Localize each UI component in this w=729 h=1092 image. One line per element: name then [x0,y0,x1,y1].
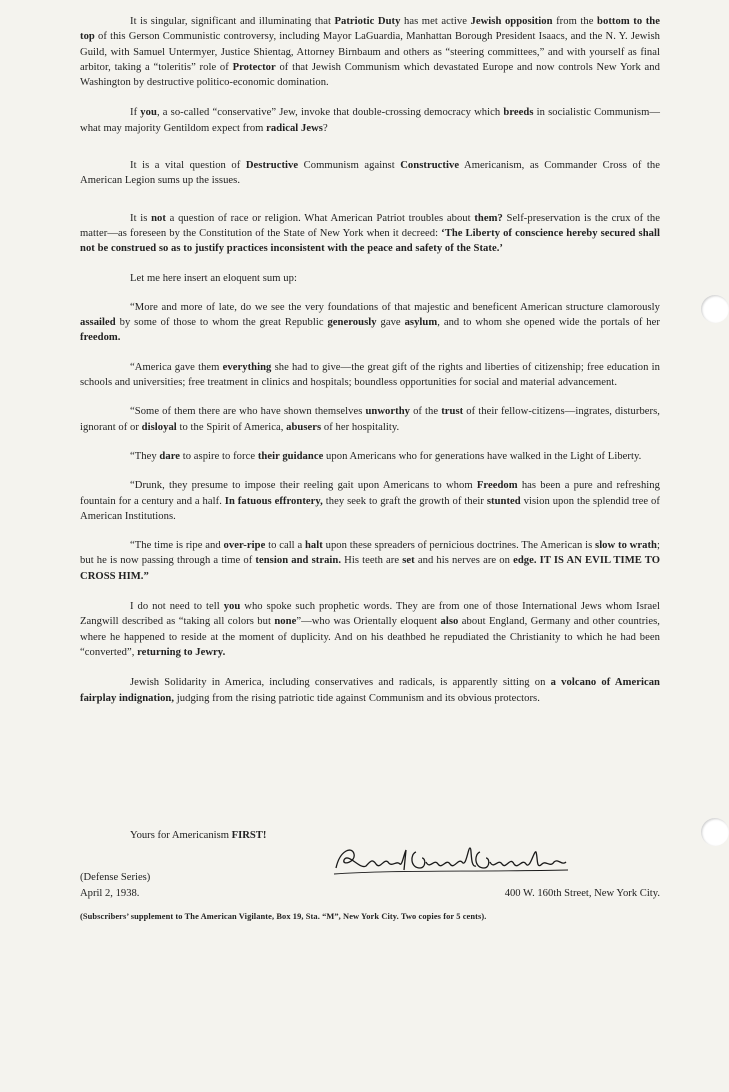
paragraph [80,675,660,706]
emphasis-run: unworthy [365,406,411,418]
text-run: Americanism, as Commander Cross of the American Legion sums up the issues. [80,160,661,187]
text-run: ? [322,122,328,134]
emphasis-run: edge. [513,555,537,567]
paragraph [80,538,660,584]
text-run: has been a pure and refreshing fountain for a century and a half. [80,480,660,507]
paragraph [80,271,660,286]
paragraph [80,478,660,524]
text-run: Let me here insert an eloquent sum up: [130,272,297,284]
text-run: from the [552,16,598,27]
text-run: gave [376,317,405,329]
text-run: “Drunk, they presume to impose their reeling gait upon Americans to whom [130,480,477,492]
text-run: to aspire to force [180,450,258,462]
emphasis-run: stunted [486,495,521,507]
emphasis-run: set [402,555,415,567]
emphasis-run: Constructive [400,160,460,172]
letter-body [80,14,660,706]
emphasis-run: ‘The Liberty of conscience hereby secured shall not be construed so as to justify practices inconsistent with the peace and safety of the State.’ [80,227,660,255]
text-run: upon Americans who for generations have walked in the Light of Liberty. [323,450,642,462]
emphasis-run: IT IS AN EVIL TIME TO CROSS HIM.” [80,555,661,582]
emphasis-run: halt [304,540,323,552]
text-run: has met active [400,16,471,27]
text-run: Self-preservation is the crux of the matter—as foreseen by the Constitution of the State of New York when it decreed: [80,212,660,239]
emphasis-run: Freedom [476,480,518,492]
emphasis-run: asylum [404,317,438,329]
text-run: It is singular, significant and illuminating that [130,16,335,27]
paragraph [80,105,660,136]
emphasis-run: you [223,601,241,613]
emphasis-run: generously [327,317,377,329]
paragraph [80,599,660,660]
paragraph [80,404,660,435]
text-run: about England, Germany and other countries, where he happened to reside at the moment of duplicity. And on his deathbed he repudiated the Christianity to which he had been “converted”, [80,616,660,658]
emphasis-run: you [140,107,157,119]
text-run: and his nerves are on [414,555,514,567]
emphasis-run: dare [159,450,181,462]
closing-emphasis: FIRST! [231,830,267,841]
text-run: in socialistic Communism—what may majority Gentildom expect from [80,107,661,134]
paragraph [80,14,660,90]
text-run: Jewish Solidarity in America, including conservatives and radicals, is apparently sitting on [130,677,551,689]
paragraph [80,360,660,391]
letter-date: April 2, 1938. [80,888,140,899]
emphasis-run: returning to Jewry. [137,646,226,658]
text-run: “Some of them there are who have shown themselves [130,406,366,418]
emphasis-run: freedom. [80,332,121,344]
emphasis-run: trust [441,406,464,418]
text-run: It is a vital question of [130,160,246,172]
text-run: ; but he is now passing through a time of [80,540,660,567]
paragraph [80,211,660,257]
text-run: of their fellow-citizens—ingrates, disturbers, ignorant of or [80,406,660,433]
emphasis-run: breeds [503,107,534,119]
emphasis-run: none [274,616,297,628]
binder-hole-top [701,295,729,323]
paragraph [80,300,660,346]
emphasis-run: over-ripe [223,540,266,552]
emphasis-run: abusers [286,421,322,433]
paragraph [80,158,660,189]
text-run: judging from the rising patriotic tide against Communism and its obvious protectors. [174,692,540,704]
emphasis-run: Destructive [245,160,299,172]
text-run: “More and more of late, do we see the very foundations of that majestic and beneficent American structure clamorously [130,301,660,313]
emphasis-run: Protector [232,61,276,73]
emphasis-run: In fatuous effrontery, [224,495,323,507]
text-run: by some of those to whom the great Republic [115,317,328,329]
text-run: vision upon the splendid tree of American Institutions. [80,495,660,522]
series-label: (Defense Series) [80,872,151,883]
text-run: , a so-called “conservative” Jew, invoke that double-crossing democracy which [156,107,504,119]
text-run: His teeth are [341,555,403,567]
sender-address: 400 W. 160th Street, New York City. [504,888,660,899]
binder-hole-bottom [701,818,729,846]
text-run: I do not need to tell [130,601,224,613]
text-run: “They [130,450,160,462]
text-run: of her hospitality. [321,421,400,433]
text-run: a question of race or religion. What American Patriot troubles about [165,212,475,224]
emphasis-run: Jewish opposition [470,16,553,27]
text-run: to the Spirit of America, [176,421,287,433]
text-run: “The time is ripe and [130,540,224,552]
text-run: “America gave them [130,361,223,373]
complimentary-close [130,828,266,843]
emphasis-run: assailed [80,317,116,329]
emphasis-run: slow to wrath [595,540,657,552]
text-run: of that Jewish Communism which devastated Europe and now controls New York and Washington by destructive politico-economic domination. [80,61,661,89]
emphasis-run: everything [222,361,272,373]
text-run: of this Gerson Communistic controversy, including Mayor LaGuardia, Manhattan Borough President Isaacs, and the N. Y. Jewish Guild, with Samuel Untermyer, Justice Shientag, Attorney Birnbaum and others as “steering committees,” and with yourself as final arbitor, taking a “toleritis” role of [80,31,660,73]
emphasis-run: a volcano of American fairplay indignation, [80,677,660,704]
text-run: to call a [265,540,305,552]
text-run: , and to whom she opened wide the portals of her [437,317,660,329]
text-run: who spoke such prophetic words. They are from one of those International Jews whom Israel Zangwill described as “taking all colors but [80,601,661,628]
emphasis-run: radical Jews [266,122,323,134]
handwritten-signature [330,840,570,880]
emphasis-run: bottom to the top [80,16,660,43]
emphasis-run: them? [474,212,503,224]
text-run: she had to give—the great gift of the rights and liberties of citizenship; free education in schools and universities; free treatment in clinics and hospitals; boundless opportunities for social and material advancement. [80,361,660,389]
emphasis-run: disloyal [141,421,177,433]
emphasis-run: not [151,212,166,224]
text-run: If [130,107,141,119]
text-run: It is [130,212,152,224]
paragraph [80,449,660,464]
closing-text: Yours for Americanism [130,830,232,841]
emphasis-run: tension and strain. [255,555,342,567]
text-run: Communism against [298,160,401,172]
emphasis-run: Patriotic Duty [334,16,401,27]
text-run: they seek to graft the growth of their [322,495,487,507]
text-run: upon these spreaders of pernicious doctrines. The American is [322,540,596,552]
text-run: of the [410,406,442,418]
text-run: ”—who was Orientally eloquent [296,616,441,628]
subscriber-footnote: (Subscribers’ supplement to The American Vigilante, Box 19, Sta. “M”, New York City. Two copies for 5 cents). [80,912,487,921]
emphasis-run: their guidance [257,450,324,462]
emphasis-run: also [440,616,459,628]
